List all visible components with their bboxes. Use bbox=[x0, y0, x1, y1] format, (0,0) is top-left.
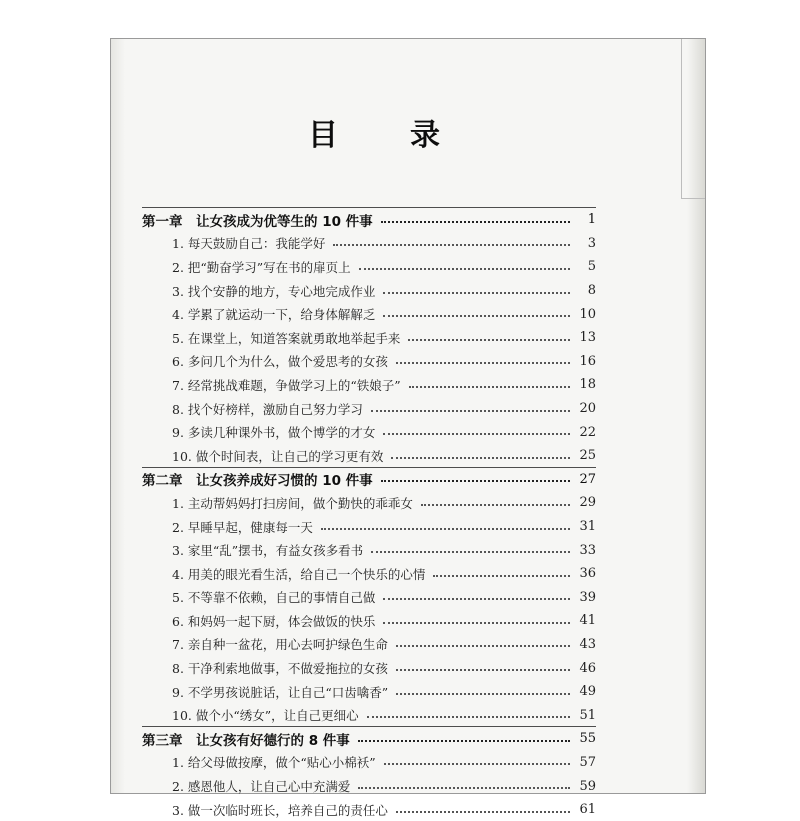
page-number: 3 bbox=[587, 235, 596, 251]
dot-leader bbox=[358, 740, 570, 742]
dot-leader bbox=[396, 669, 570, 671]
entry-title: 5. 在课堂上，知道答案就勇敢地举起手来 bbox=[172, 330, 401, 346]
entry-title: 9. 多读几种课外书，做个博学的才女 bbox=[172, 425, 376, 441]
dot-leader bbox=[383, 622, 570, 624]
toc-chapter-row bbox=[142, 468, 596, 492]
page-number: 43 bbox=[579, 636, 596, 652]
toc-entry-row bbox=[142, 326, 596, 350]
chapter-title: 第三章 让女孩有好德行的 8 件事 bbox=[142, 732, 350, 749]
toc-entry-row bbox=[142, 562, 596, 586]
page-number: 31 bbox=[579, 519, 596, 535]
page-number: 57 bbox=[579, 754, 596, 770]
page-number: 5 bbox=[587, 259, 596, 275]
toc-entry-row bbox=[142, 444, 596, 468]
page-title bbox=[308, 112, 440, 152]
dot-leader bbox=[391, 457, 570, 459]
dot-leader bbox=[433, 575, 570, 577]
dot-leader bbox=[383, 315, 570, 317]
dot-leader bbox=[383, 598, 570, 600]
table-of-contents bbox=[142, 208, 596, 821]
entry-title: 6. 多问几个为什么，做个爱思考的女孩 bbox=[172, 354, 388, 370]
page-number: 8 bbox=[587, 283, 596, 299]
dot-leader bbox=[409, 386, 570, 388]
entry-title: 7. 经常挑战难题，争做学习上的“铁娘子” bbox=[172, 377, 401, 393]
chapter-title: 第一章 让女孩成为优等生的 10 件事 bbox=[142, 213, 373, 230]
toc-chapter-row bbox=[142, 208, 596, 232]
entry-title: 3. 做一次临时班长，培养自己的责任心 bbox=[172, 802, 388, 818]
dot-leader bbox=[381, 480, 570, 482]
toc-entry-row bbox=[142, 491, 596, 515]
toc-entry-row bbox=[142, 350, 596, 374]
page-number: 27 bbox=[579, 471, 596, 487]
dot-leader bbox=[421, 504, 570, 506]
dot-leader bbox=[408, 339, 570, 341]
dot-leader bbox=[359, 268, 570, 270]
entry-title: 6. 和妈妈一起下厨，体会做饭的快乐 bbox=[172, 613, 376, 629]
toc-entry-row bbox=[142, 302, 596, 326]
toc-entry-row bbox=[142, 397, 596, 421]
dot-leader bbox=[381, 221, 570, 223]
toc-entry-row bbox=[142, 609, 596, 633]
entry-title: 1. 给父母做按摩，做个“贴心小棉袄” bbox=[172, 755, 376, 771]
toc-entry-row bbox=[142, 656, 596, 680]
entry-title: 10. 做个小“绣女”，让自己更细心 bbox=[172, 708, 359, 724]
page-number: 59 bbox=[579, 778, 596, 794]
toc-entry-row bbox=[142, 255, 596, 279]
toc-entry-row bbox=[142, 680, 596, 704]
page-number: 16 bbox=[579, 353, 596, 369]
toc-entry-row bbox=[142, 232, 596, 256]
entry-title: 4. 用美的眼光看生活，给自己一个快乐的心情 bbox=[172, 566, 426, 582]
toc-entry-row bbox=[142, 798, 596, 821]
dot-leader bbox=[384, 763, 570, 765]
page-number: 41 bbox=[579, 613, 596, 629]
entry-title: 2. 早睡早起，健康每一天 bbox=[172, 519, 313, 535]
toc-entry-row bbox=[142, 633, 596, 657]
title-char: 录 bbox=[410, 118, 440, 153]
entry-title: 1. 每天鼓励自己：我能学好 bbox=[172, 236, 326, 252]
toc-entry-row bbox=[142, 751, 596, 775]
entry-title: 3. 家里“乱”摆书，有益女孩多看书 bbox=[172, 543, 364, 559]
dot-leader bbox=[333, 244, 570, 246]
page-number: 25 bbox=[579, 448, 596, 464]
page-number: 51 bbox=[579, 707, 596, 723]
title-char: 目 bbox=[308, 118, 338, 153]
dot-leader bbox=[396, 811, 570, 813]
page-number: 20 bbox=[579, 401, 596, 417]
page-number: 36 bbox=[579, 566, 596, 582]
page-number: 10 bbox=[579, 306, 596, 322]
entry-title: 8. 干净利索地做事，不做爱拖拉的女孩 bbox=[172, 661, 388, 677]
entry-title: 8. 找个好榜样，激励自己努力学习 bbox=[172, 401, 363, 417]
dot-leader bbox=[396, 693, 570, 695]
page-number: 22 bbox=[579, 424, 596, 440]
dot-leader bbox=[371, 551, 570, 553]
toc-entry-row bbox=[142, 420, 596, 444]
dot-leader bbox=[371, 410, 570, 412]
dot-leader bbox=[367, 716, 570, 718]
page-number: 29 bbox=[579, 495, 596, 511]
page-number: 49 bbox=[579, 684, 596, 700]
entry-title: 2. 感恩他人，让自己心中充满爱 bbox=[172, 779, 351, 795]
toc-entry-row bbox=[142, 774, 596, 798]
entry-title: 9. 不学男孩说脏话，让自己“口齿噙香” bbox=[172, 684, 389, 700]
dot-leader bbox=[396, 645, 570, 647]
page-gutter-shadow bbox=[111, 39, 125, 793]
toc-chapter-row bbox=[142, 727, 596, 751]
chapter-title: 第二章 让女孩养成好习惯的 10 件事 bbox=[142, 473, 373, 490]
dot-leader bbox=[383, 292, 570, 294]
toc-entry-row bbox=[142, 538, 596, 562]
entry-title: 10. 做个时间表，让自己的学习更有效 bbox=[172, 448, 384, 464]
entry-title: 5. 不等靠不依赖，自己的事情自己做 bbox=[172, 590, 376, 606]
toc-entry-row bbox=[142, 703, 596, 727]
entry-title: 4. 学累了就运动一下，给身体解解乏 bbox=[172, 307, 376, 323]
dot-leader bbox=[396, 362, 570, 364]
page-number: 1 bbox=[587, 212, 596, 228]
side-thumb-tab bbox=[681, 39, 705, 199]
dot-leader bbox=[321, 528, 570, 530]
entry-title: 7. 亲自种一盆花，用心去呵护绿色生命 bbox=[172, 637, 388, 653]
toc-entry-row bbox=[142, 515, 596, 539]
page-number: 18 bbox=[579, 377, 596, 393]
dot-leader bbox=[358, 787, 570, 789]
toc-entry-row bbox=[142, 373, 596, 397]
page-number: 33 bbox=[579, 542, 596, 558]
toc-entry-row bbox=[142, 279, 596, 303]
entry-title: 1. 主动帮妈妈打扫房间，做个勤快的乖乖女 bbox=[172, 495, 413, 511]
page-number: 13 bbox=[579, 330, 596, 346]
entry-title: 3. 找个安静的地方，专心地完成作业 bbox=[172, 283, 376, 299]
entry-title: 2. 把“勤奋学习”写在书的扉页上 bbox=[172, 259, 351, 275]
dot-leader bbox=[383, 433, 570, 435]
page-number: 61 bbox=[579, 802, 596, 818]
page-number: 46 bbox=[579, 660, 596, 676]
toc-entry-row bbox=[142, 586, 596, 610]
page-number: 55 bbox=[579, 731, 596, 747]
page-number: 39 bbox=[579, 589, 596, 605]
